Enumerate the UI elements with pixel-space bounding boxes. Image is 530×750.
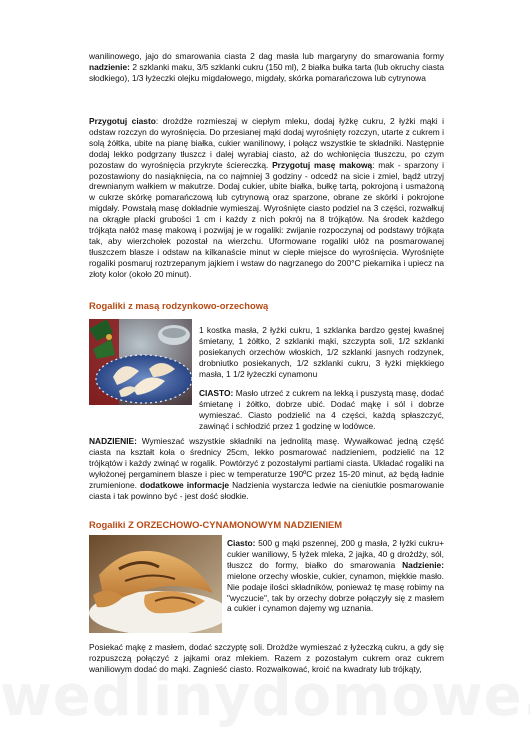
intro-line: wanilinowego, jajo do smarowania ciasta 2 dag masła lub margaryny do smarowania formy [89, 51, 444, 61]
prep-masa-text: : mak - sparzony i pozostawiony do nasiąknięcia, na co najmniej 3 godziny - odcedź na sicie i zmiel, bądź utrzyj drewnianym wałkiem w makutrze. Dodaj cukier, ubite białka, bułkę tartą, pokrojoną i usmażoną w cukrze skórkę pomarańczową lub cytrynową oraz sparzone, obrane ze skórki i pokrojone migdały. Powstałą masę dokładnie wymieszaj. Wyrośnięte ciasto podziel na 3 części, rozwałkuj na okrągłe placki grubości 1 cm i każdy z nich pokrój na 8 trójkątów. Na środek każdego trójkąta nałóż masę makową i pozwijaj je w rogaliki: zwijanie rozpoczynaj od podstawy trójkąta tak, aby wierzchołek pozostał na wierzchu. Uformowane rogaliki ułóż na posmarowanej tłuszczem blasze i odstaw na kilkanaście minut w ciepłe miejsce do wyrośnięcia. Wyrośnięte rogaliki posmaruj roztrzepanym jajkiem i wstaw do nagrzanego do 200°C piekarnika i upiecz na złoty kolor (około 20 minut). [89, 159, 445, 279]
recipe3-ingredients [227, 538, 444, 614]
prep-ciasto-label: Przygotuj ciasto [89, 116, 156, 126]
intro-paragraph [89, 51, 444, 84]
recipe2-title: Rogaliki z masą rodzynkowo-orzechową [89, 300, 269, 311]
recipe2-instructions-top [199, 388, 444, 432]
prep-masa-label: Przygotuj masę makową [272, 159, 373, 170]
nut-rolls-image [89, 535, 222, 633]
recipe2-ciasto-text: Masło utrzeć z cukrem na lekką i puszystą masę, dodać śmietanę i żółtko, dobrze ubić. Dodać mąkę i sól i dobrze wymieszać. Ciasto podzielić na 4 części, każdą spłaszczyć, zawinąć i schłodzić przez 1 godzinę w lodówce. [199, 388, 444, 431]
recipe3-method-text: Posiekać mąkę z masłem, dodać szczyptę soli. Drożdże wymieszać z łyżeczką cukru, a gdy się rozpuszczą połączyć z jajkami oraz mlekiem. Razem z pozostałym cukrem oraz cukrem waniliowym dodać do mąki. Zagnieść ciasto. Rozwałkować, kroić na kwadraty lub trójkąty, [89, 642, 444, 674]
recipe2-ingredients [199, 325, 444, 380]
croissants-plate-image [89, 319, 192, 405]
nadzienie-text: 2 szklanki maku, 3/5 szklanki cukru (150 ml), 2 białka bułka tarta (lub okruchy ciasta słodkiego), 1/3 łyżeczki olejku migdałowego, migdały, skórka pomarańczowa lub cytrynowa [89, 61, 444, 83]
recipe3-ciasto-text: 500 g mąki pszennej, 200 g masła, 2 łyżki cukru+ cukier waniliowy, 5 łyżek mleka, 2 jajka, 40 g drożdży, sól, tłuszcz do formy, białko do smarowania [227, 538, 444, 570]
prep-ciasto-text: : drożdże rozmieszaj w ciepłym mleku, dodaj łyżkę cukru, 2 łyżki mąki i odstaw rozczyn do wyrośnięcia. Do przesianej mąki dodaj wyrośnięty rozczyn, utarte z cukrem i solą żółtka, ubite na pianę białka, cukier wanilinowy, i połącz wszystkie te składniki. Następnie dodaj lekko podgrzany tłuszcz i dalej wyrabiaj ciasto, aż do wchłonięcia tłuszczu, po czym pozostaw do wyrośnięcia przykryte ściereczką. [89, 116, 444, 170]
recipe2-nadzienie-text: Wymieszać wszystkie składniki na jednolitą masę. Wywałkować jedną część ciasta na kształt koła o średnicy 25cm, lekko posmarować nadzieniem, podzielić na 12 trójkątów i każdy zwinąć w rogalik. Powtórzyć z pozostałymi partiami ciasta. Układać rogaliki na wyłożonej pergaminem blasze i piec w temperaturze 190ºC przez 15-20 minut, aż będą ładnie zrumienione. [89, 436, 444, 490]
recipe3-photo [89, 535, 222, 633]
recipe2-dodatkowe-text: Nadzienia wystarcza ledwie na cieniutkie posmarowanie ciasta i tak powinno być - jest dość słodkie. [89, 479, 444, 501]
recipe3-nadzienie-label: Nadzienie: [402, 559, 444, 570]
recipe3-nadzienie-text: mielone orzechy włoskie, cukier, cynamon, miękkie masło. Nie podaje ilości składników, ponieważ tę masę robimy na "wyczucie", tak by orzechy dobrze połączyły się z masłem a cukier i cynamon dajemy wg uznania. [227, 570, 444, 614]
nadzienie-label: nadzienie: [89, 61, 130, 72]
recipe2-photo [89, 319, 192, 405]
watermark [0, 664, 530, 729]
recipe2-instructions-bottom [89, 436, 444, 501]
preparation-paragraph [89, 116, 444, 280]
recipe3-title: Rogaliki Z ORZECHOWO-CYNAMONOWYM NADZIENIEM [89, 519, 343, 530]
recipe2-dodatkowe-label: dodatkowe informacje [139, 479, 230, 490]
recipe3-ciasto-label: Ciasto: [227, 538, 256, 548]
recipe2-ciasto-label: CIASTO: [199, 388, 234, 398]
recipe2-ingredients-text: 1 kostka masła, 2 łyżki cukru, 1 szklanka bardzo gęstej kwaśnej śmietany, 1 żółtko, 2 szklanki mąki, szczypta soli, 1/2 szklanki posiekanych orzechów włoskich, 1/2 szklanki jasnych rodzynek, drobniutko posiekanych, 1/2 szklanki cukru, 3 łyżki miękkiego masła, 1 1/2 łyżeczki cynamonu [199, 325, 444, 379]
recipe2-nadzienie-label: NADZIENIE: [89, 436, 137, 446]
